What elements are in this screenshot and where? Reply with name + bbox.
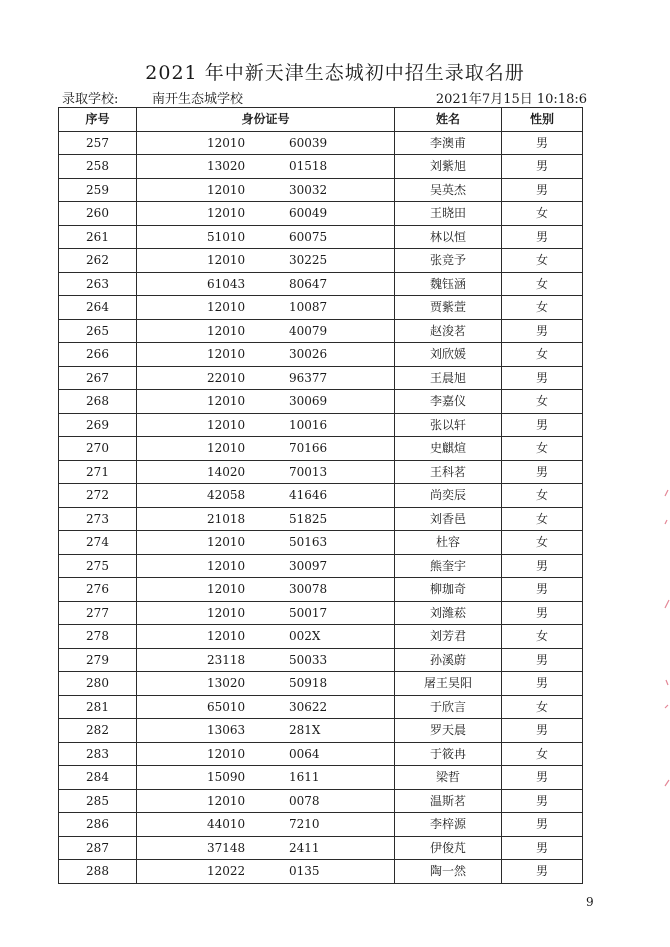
- cell-name: 柳珈奇: [395, 578, 502, 602]
- id-prefix: 12022: [207, 864, 246, 878]
- cell-id: [137, 813, 395, 837]
- table-row: [59, 272, 583, 296]
- id-suffix: 002X: [289, 629, 321, 643]
- id-prefix: 65010: [207, 699, 246, 714]
- cell-seq: 275: [59, 554, 137, 578]
- redaction-block: [257, 296, 290, 320]
- cell-sex: 男: [502, 578, 583, 602]
- cell-id: [137, 155, 395, 179]
- cell-id: [137, 625, 395, 649]
- cell-seq: 274: [59, 531, 137, 555]
- id-suffix: 30069: [289, 394, 328, 408]
- cell-sex: 女: [502, 695, 583, 719]
- cell-seq: 288: [59, 860, 137, 884]
- cell-name: 贾紫萱: [395, 296, 502, 320]
- id-prefix: 12010: [207, 746, 246, 761]
- table-row: [59, 648, 583, 672]
- table-row: [59, 836, 583, 860]
- cell-sex: 女: [502, 272, 583, 296]
- redaction-block: [257, 155, 290, 179]
- cell-name: 熊奎宇: [395, 554, 502, 578]
- table-row: [59, 296, 583, 320]
- stamp-bleed-mark: [660, 480, 670, 840]
- cell-name: 刘紫旭: [395, 155, 502, 179]
- id-prefix: 13063: [207, 723, 246, 737]
- cell-id: [137, 601, 395, 625]
- cell-sex: 男: [502, 155, 583, 179]
- id-suffix: 30078: [289, 582, 328, 596]
- cell-name: 尚奕辰: [395, 484, 502, 508]
- id-suffix: 0064: [289, 746, 320, 761]
- table-row: [59, 460, 583, 484]
- redaction-block: [257, 719, 290, 743]
- cell-name: 张以轩: [395, 413, 502, 437]
- cell-id: [137, 484, 395, 508]
- id-suffix: 30097: [289, 558, 328, 573]
- cell-name: 刘芳君: [395, 625, 502, 649]
- cell-name: 刘香邑: [395, 507, 502, 531]
- cell-seq: 262: [59, 249, 137, 273]
- cell-seq: 286: [59, 813, 137, 837]
- cell-name: 于筱冉: [395, 742, 502, 766]
- id-prefix: 12010: [207, 182, 246, 197]
- cell-sex: 男: [502, 813, 583, 837]
- id-prefix: 13020: [207, 159, 246, 173]
- cell-seq: 281: [59, 695, 137, 719]
- id-prefix: 13020: [207, 676, 246, 690]
- cell-id: [137, 319, 395, 343]
- cell-sex: 女: [502, 437, 583, 461]
- redaction-block: [257, 578, 290, 602]
- cell-id: [137, 366, 395, 390]
- cell-id: [137, 789, 395, 813]
- table-row: [59, 437, 583, 461]
- cell-id: [137, 507, 395, 531]
- cell-sex: 男: [502, 601, 583, 625]
- redaction-block: [257, 554, 290, 578]
- redaction-block: [257, 272, 290, 296]
- cell-seq: 258: [59, 155, 137, 179]
- table-row: [59, 390, 583, 414]
- cell-sex: 男: [502, 719, 583, 743]
- redaction-block: [257, 601, 290, 625]
- header-seq: 序号: [59, 108, 137, 132]
- cell-seq: 277: [59, 601, 137, 625]
- table-row: [59, 366, 583, 390]
- cell-seq: 282: [59, 719, 137, 743]
- id-prefix: 22010: [207, 370, 246, 385]
- id-suffix: 60049: [289, 206, 328, 220]
- cell-sex: 男: [502, 672, 583, 696]
- id-prefix: 12010: [207, 206, 246, 220]
- cell-sex: 女: [502, 249, 583, 273]
- cell-seq: 266: [59, 343, 137, 367]
- id-prefix: 42058: [207, 488, 246, 502]
- table-row: [59, 766, 583, 790]
- id-prefix: 12010: [207, 605, 246, 620]
- id-prefix: 12010: [207, 793, 246, 808]
- cell-sex: 男: [502, 131, 583, 155]
- cell-seq: 284: [59, 766, 137, 790]
- cell-sex: 男: [502, 178, 583, 202]
- redaction-block: [257, 343, 290, 367]
- table-row: [59, 578, 583, 602]
- id-suffix: 7210: [289, 817, 320, 831]
- redaction-block: [257, 202, 290, 226]
- cell-name: 李梓源: [395, 813, 502, 837]
- cell-sex: 女: [502, 390, 583, 414]
- id-prefix: 12010: [207, 323, 246, 338]
- page-number: 9: [586, 895, 594, 909]
- redaction-block: [257, 813, 290, 837]
- cell-seq: 265: [59, 319, 137, 343]
- cell-seq: 287: [59, 836, 137, 860]
- cell-name: 吴英杰: [395, 178, 502, 202]
- cell-sex: 女: [502, 202, 583, 226]
- id-suffix: 10087: [289, 300, 328, 314]
- table-header-row: [59, 108, 583, 132]
- table-row: [59, 554, 583, 578]
- cell-seq: 263: [59, 272, 137, 296]
- cell-sex: 女: [502, 507, 583, 531]
- table-row: [59, 789, 583, 813]
- cell-seq: 271: [59, 460, 137, 484]
- id-prefix: 12010: [207, 582, 246, 596]
- cell-seq: 280: [59, 672, 137, 696]
- cell-name: 魏钰涵: [395, 272, 502, 296]
- redaction-block: [257, 249, 290, 273]
- cell-sex: 女: [502, 484, 583, 508]
- redaction-block: [257, 531, 290, 555]
- cell-id: [137, 225, 395, 249]
- cell-sex: 男: [502, 789, 583, 813]
- id-suffix: 281X: [289, 723, 321, 737]
- id-suffix: 80647: [289, 276, 328, 291]
- id-suffix: 60039: [289, 135, 328, 150]
- id-prefix: 21018: [207, 511, 246, 526]
- id-prefix: 51010: [207, 229, 246, 244]
- id-suffix: 70166: [289, 441, 328, 455]
- cell-id: [137, 648, 395, 672]
- id-suffix: 60075: [289, 229, 328, 244]
- id-suffix: 0135: [289, 864, 320, 878]
- cell-name: 孙溪蔚: [395, 648, 502, 672]
- page-title: 2021 年中新天津生态城初中招生录取名册: [145, 62, 525, 84]
- cell-name: 李澳甫: [395, 131, 502, 155]
- cell-seq: 257: [59, 131, 137, 155]
- id-suffix: 40079: [289, 323, 328, 338]
- cell-id: [137, 860, 395, 884]
- cell-sex: 女: [502, 343, 583, 367]
- id-prefix: 15090: [207, 770, 246, 784]
- id-prefix: 12010: [207, 300, 246, 314]
- redaction-block: [257, 672, 290, 696]
- table-row: [59, 178, 583, 202]
- school-name: 南开生态城学校: [152, 92, 244, 107]
- table-row: [59, 319, 583, 343]
- cell-seq: 264: [59, 296, 137, 320]
- id-suffix: 30225: [289, 253, 328, 267]
- id-suffix: 50918: [289, 676, 328, 690]
- cell-id: [137, 554, 395, 578]
- cell-name: 刘欣媛: [395, 343, 502, 367]
- table-body: [59, 131, 583, 883]
- id-prefix: 12010: [207, 347, 246, 361]
- table-row: [59, 625, 583, 649]
- cell-seq: 279: [59, 648, 137, 672]
- redaction-block: [257, 390, 290, 414]
- cell-seq: 272: [59, 484, 137, 508]
- cell-name: 赵浚茗: [395, 319, 502, 343]
- table-row: [59, 413, 583, 437]
- cell-seq: 278: [59, 625, 137, 649]
- id-suffix: 96377: [289, 370, 328, 385]
- id-suffix: 50033: [289, 652, 328, 667]
- cell-name: 罗天晨: [395, 719, 502, 743]
- table-row: [59, 601, 583, 625]
- id-suffix: 30622: [289, 699, 328, 714]
- table-row: [59, 742, 583, 766]
- cell-id: [137, 272, 395, 296]
- cell-name: 屠王昊阳: [395, 672, 502, 696]
- cell-seq: 260: [59, 202, 137, 226]
- header-name: 姓名: [395, 108, 502, 132]
- cell-sex: 女: [502, 531, 583, 555]
- cell-name: 梁哲: [395, 766, 502, 790]
- cell-seq: 261: [59, 225, 137, 249]
- cell-sex: 男: [502, 766, 583, 790]
- redaction-block: [257, 131, 290, 155]
- table-row: [59, 695, 583, 719]
- cell-sex: 女: [502, 625, 583, 649]
- id-suffix: 50163: [289, 535, 328, 549]
- cell-sex: 男: [502, 860, 583, 884]
- cell-name: 王科茗: [395, 460, 502, 484]
- id-suffix: 30032: [289, 182, 328, 197]
- cell-seq: 267: [59, 366, 137, 390]
- id-prefix: 61043: [207, 276, 246, 291]
- redaction-block: [257, 178, 290, 202]
- cell-seq: 270: [59, 437, 137, 461]
- redaction-block: [257, 742, 290, 766]
- cell-name: 林以恒: [395, 225, 502, 249]
- cell-id: [137, 296, 395, 320]
- id-suffix: 50017: [289, 605, 328, 620]
- redaction-block: [257, 860, 290, 884]
- cell-sex: 男: [502, 554, 583, 578]
- table-row: [59, 531, 583, 555]
- cell-name: 陶一然: [395, 860, 502, 884]
- cell-sex: 女: [502, 742, 583, 766]
- table-row: [59, 507, 583, 531]
- table-row: [59, 860, 583, 884]
- cell-id: [137, 695, 395, 719]
- cell-name: 史麒煊: [395, 437, 502, 461]
- id-suffix: 0078: [289, 793, 320, 808]
- cell-name: 李嘉仪: [395, 390, 502, 414]
- table-row: [59, 249, 583, 273]
- cell-sex: 男: [502, 225, 583, 249]
- cell-name: 杜容: [395, 531, 502, 555]
- cell-seq: 269: [59, 413, 137, 437]
- cell-id: [137, 719, 395, 743]
- cell-seq: 259: [59, 178, 137, 202]
- id-suffix: 51825: [289, 511, 328, 526]
- id-suffix: 70013: [289, 464, 328, 479]
- table-row: [59, 202, 583, 226]
- cell-id: [137, 742, 395, 766]
- table-row: [59, 813, 583, 837]
- cell-seq: 285: [59, 789, 137, 813]
- cell-id: [137, 531, 395, 555]
- cell-id: [137, 437, 395, 461]
- id-suffix: 41646: [289, 488, 328, 502]
- id-prefix: 12010: [207, 558, 246, 573]
- id-prefix: 12010: [207, 629, 246, 643]
- id-prefix: 12010: [207, 535, 246, 549]
- cell-sex: 男: [502, 366, 583, 390]
- table-row: [59, 225, 583, 249]
- redaction-block: [257, 625, 290, 649]
- table-row: [59, 155, 583, 179]
- timestamp: 2021年7月15日 10:18:6: [435, 92, 587, 107]
- cell-name: 于欣言: [395, 695, 502, 719]
- redaction-block: [257, 413, 290, 437]
- redaction-block: [257, 789, 290, 813]
- id-prefix: 12010: [207, 441, 246, 455]
- cell-name: 王晨旭: [395, 366, 502, 390]
- cell-id: [137, 178, 395, 202]
- id-prefix: 12010: [207, 394, 246, 408]
- redaction-block: [257, 366, 290, 390]
- cell-id: [137, 249, 395, 273]
- cell-seq: 268: [59, 390, 137, 414]
- cell-name: 王晓田: [395, 202, 502, 226]
- cell-id: [137, 202, 395, 226]
- id-suffix: 2411: [289, 840, 320, 855]
- redaction-block: [257, 484, 290, 508]
- cell-id: [137, 390, 395, 414]
- table-row: [59, 719, 583, 743]
- cell-sex: 男: [502, 648, 583, 672]
- cell-id: [137, 343, 395, 367]
- redaction-block: [257, 836, 290, 860]
- redaction-block: [257, 319, 290, 343]
- table-row: [59, 672, 583, 696]
- cell-sex: 女: [502, 296, 583, 320]
- redaction-block: [257, 460, 290, 484]
- cell-name: 温斯茗: [395, 789, 502, 813]
- redaction-block: [257, 648, 290, 672]
- header-id: 身份证号: [137, 108, 395, 132]
- redaction-block: [257, 437, 290, 461]
- table-row: [59, 484, 583, 508]
- id-prefix: 44010: [207, 817, 246, 831]
- id-suffix: 30026: [289, 347, 328, 361]
- cell-sex: 男: [502, 836, 583, 860]
- id-prefix: 37148: [207, 840, 246, 855]
- id-prefix: 12010: [207, 135, 246, 150]
- id-suffix: 10016: [289, 417, 328, 432]
- meta-row: [62, 88, 587, 106]
- cell-seq: 276: [59, 578, 137, 602]
- table-row: [59, 343, 583, 367]
- cell-id: [137, 578, 395, 602]
- redaction-block: [257, 695, 290, 719]
- cell-name: 刘潍菘: [395, 601, 502, 625]
- redaction-block: [257, 225, 290, 249]
- cell-name: 张竞予: [395, 249, 502, 273]
- id-suffix: 1611: [289, 770, 320, 784]
- cell-sex: 男: [502, 319, 583, 343]
- cell-sex: 男: [502, 460, 583, 484]
- id-prefix: 12010: [207, 417, 246, 432]
- admission-roster-table: [58, 107, 583, 884]
- cell-id: [137, 131, 395, 155]
- redaction-block: [257, 766, 290, 790]
- cell-seq: 273: [59, 507, 137, 531]
- cell-id: [137, 836, 395, 860]
- cell-seq: 283: [59, 742, 137, 766]
- cell-id: [137, 413, 395, 437]
- school-label: 录取学校:: [62, 92, 119, 107]
- cell-id: [137, 766, 395, 790]
- table-row: [59, 131, 583, 155]
- header-sex: 性别: [502, 108, 583, 132]
- id-suffix: 01518: [289, 159, 328, 173]
- redaction-block: [257, 507, 290, 531]
- cell-sex: 男: [502, 413, 583, 437]
- id-prefix: 12010: [207, 253, 246, 267]
- cell-id: [137, 672, 395, 696]
- id-prefix: 14020: [207, 464, 246, 479]
- id-prefix: 23118: [207, 652, 246, 667]
- cell-id: [137, 460, 395, 484]
- cell-name: 伊俊芃: [395, 836, 502, 860]
